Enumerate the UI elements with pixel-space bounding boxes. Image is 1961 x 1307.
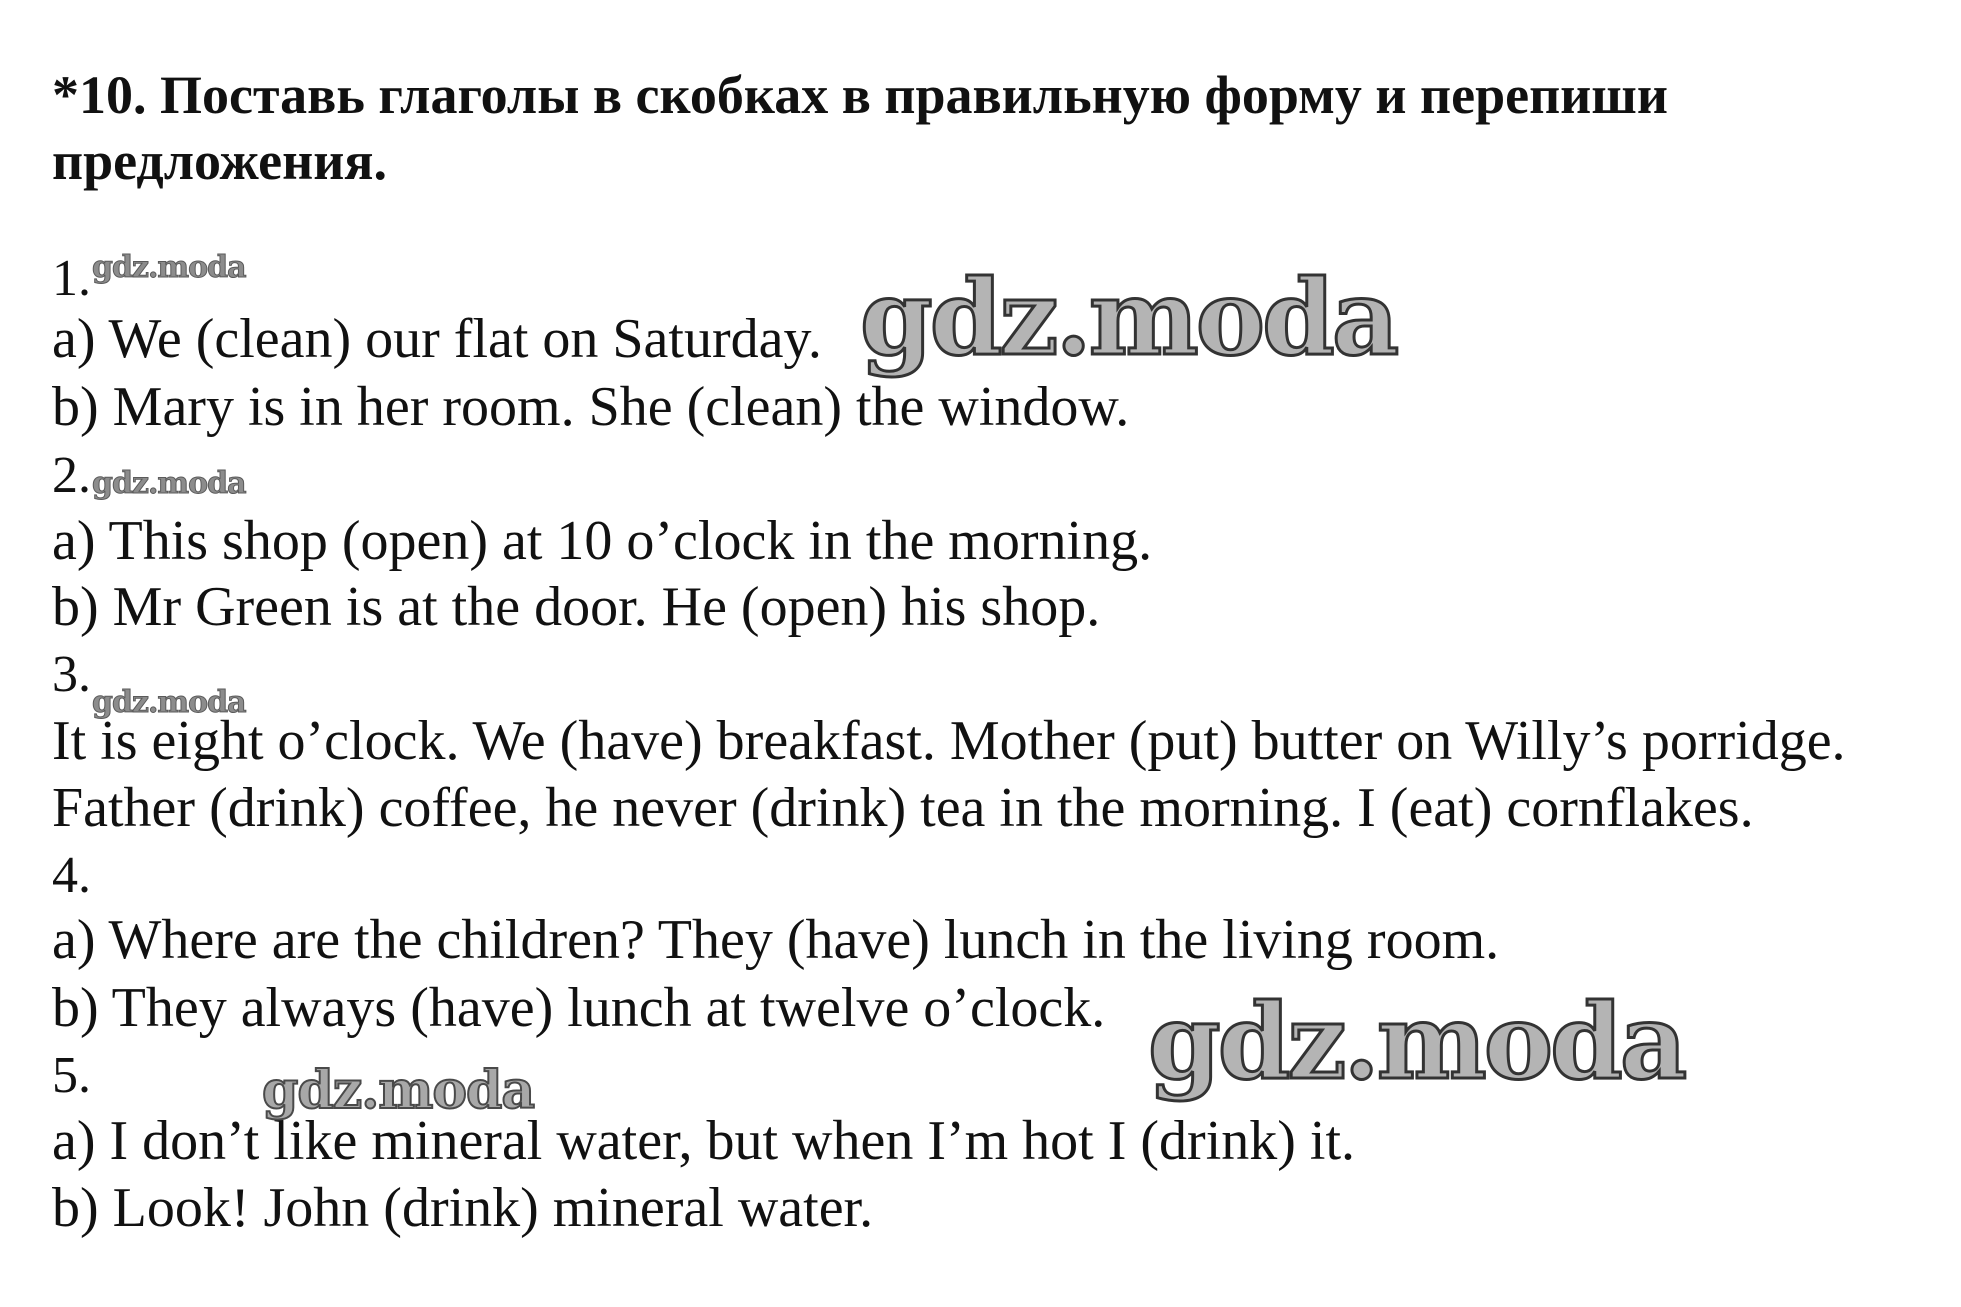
- exercise-1-line-b: b) Mary is in her room. She (clean) the window.: [52, 376, 1130, 438]
- watermark-small-1: gdz.moda: [92, 250, 246, 285]
- watermark-medium: gdz.moda: [262, 1060, 535, 1121]
- exercise-5-line-b: b) Look! John (drink) mineral water.: [52, 1177, 874, 1239]
- exercise-5-line-a: a) I don’t like mineral water, but when I’m hot I (drink) it.: [52, 1110, 1356, 1172]
- exercise-4-line-b: b) They always (have) lunch at twelve o’clock.: [52, 977, 1106, 1039]
- exercise-3-line-2: Father (drink) coffee, he never (drink) tea in the morning. I (eat) cornflakes.: [52, 777, 1754, 839]
- watermark-small-2: gdz.moda: [92, 466, 246, 501]
- exercise-3-line-1: It is eight o’clock. We (have) breakfast. Mother (put) butter on Willy’s porridge.: [52, 710, 1846, 772]
- exercise-1-number: 1.: [52, 250, 91, 307]
- exercise-4-line-a: a) Where are the children? They (have) lunch in the living room.: [52, 909, 1500, 971]
- exercise-2-line-a: a) This shop (open) at 10 o’clock in the morning.: [52, 510, 1153, 572]
- exercise-2-number: 2.: [52, 447, 91, 504]
- exercise-4-number: 4.: [52, 847, 91, 904]
- watermark-small-3: gdz.moda: [92, 685, 246, 720]
- exercise-1-line-a: a) We (clean) our flat on Saturday.: [52, 308, 822, 370]
- exercise-5-number: 5.: [52, 1047, 91, 1104]
- watermark-large-1: gdz.moda: [860, 256, 1397, 379]
- watermark-large-2: gdz.moda: [1148, 980, 1685, 1103]
- exercise-heading: *10. Поставь глаголы в скобках в правильную форму и перепиши предложения.: [52, 65, 1668, 191]
- exercise-3-number: 3.: [52, 646, 91, 703]
- exercise-2-line-b: b) Mr Green is at the door. He (open) his shop.: [52, 576, 1101, 638]
